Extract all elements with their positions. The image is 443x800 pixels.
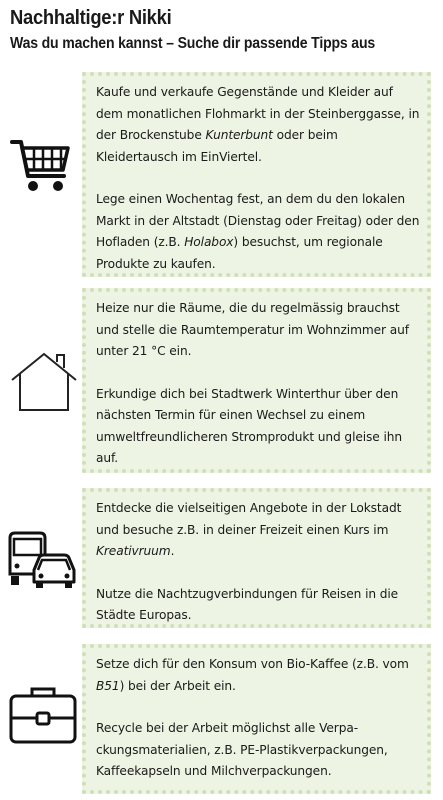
tip-card (82, 288, 431, 473)
emphasized-text: Kunterbunt (205, 128, 273, 142)
emphasized-text: Holabox (184, 235, 234, 249)
emphasized-text: Kreativruum (96, 544, 171, 558)
tip-card (82, 72, 431, 277)
tip-paragraph: Setze dich für den Konsum von Bio-Kaffee (z.B. vom B51) bei der Arbeit ein. (96, 657, 409, 693)
header (10, 6, 440, 54)
house-icon (8, 350, 80, 414)
tip-paragraph: Erkundige dich bei Stadtwerk Winterthur über den nächsten Termin für einen Wechsel zu einem umweltfreundlicheren Stromprodukt und gleise ihn auf. (96, 386, 402, 465)
bus-and-car-icon (6, 530, 78, 592)
tip-paragraph: Kaufe und verkaufe Gegenstände und Kleider auf dem monatlichen Flohmarkt in der Steinberggasse, in der Brockenstube Kunterbunt oder beim Kleidertausch im EinViertel. (96, 85, 420, 164)
tip-card (82, 644, 431, 794)
briefcase-icon (8, 684, 78, 746)
tip-card (82, 488, 431, 628)
emphasized-text: B51 (96, 678, 120, 693)
tip-paragraph: Entdecke die vielseitigen Angebote in der Lokstadt und besuche z.B. in deiner Freizeit einen Kurs im Kreativruum. (96, 501, 402, 558)
tip-paragraph: Nutze die Nachtzugverbindungen für Reisen in die Städte Europas. (96, 586, 399, 622)
tip-paragraph: Recycle bei der Arbeit möglichst alle Verpackungsmaterialien, z.B. PE-Plastikverpackungen, Kaffeekapseln und Milchverpackungen. (96, 721, 388, 778)
page-title: Nachhaltige:r Nikki (10, 7, 172, 29)
tip-paragraph: Lege einen Wochentag fest, an dem du den lokalen Markt in der Altstadt (Dienstag oder Freitag) oder den Hofladen (z.B. Holabox) besuchst, um regionale Produkte zu kaufen. (96, 192, 420, 271)
shopping-cart-icon (10, 138, 72, 194)
tip-paragraph: Heize nur die Räume, die du regelmässig brauchst und stelle die Raumtemperatur im Wohnzimmer auf unter 21 °C ein. (96, 301, 409, 358)
page-subtitle: Was du machen kannst – Suche dir passende Tipps aus (10, 35, 376, 52)
